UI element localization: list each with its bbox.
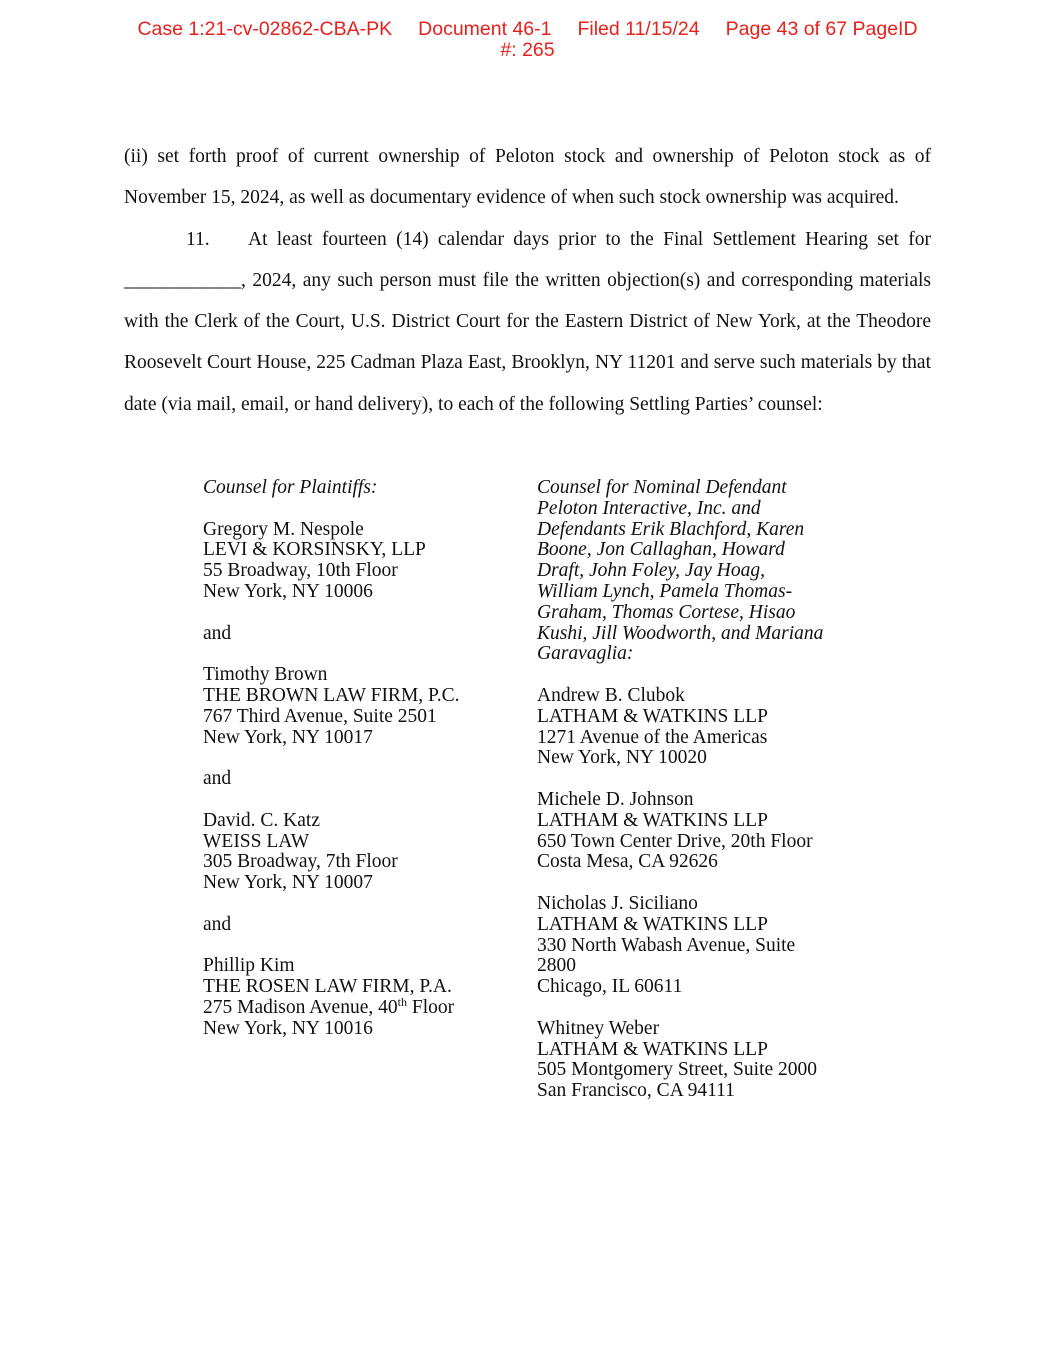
- counsel-block: [203, 811, 503, 894]
- plaintiffs-counsel-column: [203, 478, 503, 1040]
- ecf-header: [0, 19, 1055, 61]
- counsel-name: Andrew B. Clubok: [537, 684, 685, 706]
- counsel-city: Chicago, IL 60611: [537, 976, 683, 998]
- and-separator: and: [203, 768, 232, 790]
- defendants-counsel-column: [537, 478, 867, 1102]
- counsel-block: [537, 894, 867, 998]
- and-separator: and: [203, 913, 232, 935]
- counsel-address: 305 Broadway, 7th Floor: [203, 851, 398, 873]
- counsel-name: Phillip Kim: [203, 955, 295, 977]
- paragraph-11: [124, 219, 931, 425]
- counsel-address: 505 Montgomery Street, Suite 2000: [537, 1059, 818, 1081]
- plaintiffs-counsel-heading: Counsel for Plaintiffs:: [203, 477, 378, 498]
- counsel-address: 275 Madison Avenue, 40th Floor: [203, 994, 455, 1018]
- counsel-firm: WEISS LAW: [203, 830, 310, 852]
- case-number: Case 1:21-cv-02862-CBA-PK: [137, 18, 393, 40]
- counsel-firm: THE ROSEN LAW FIRM, P.A.: [203, 976, 452, 998]
- counsel-block: [537, 1019, 867, 1102]
- counsel-firm: THE BROWN LAW FIRM, P.C.: [203, 684, 460, 706]
- counsel-city: San Francisco, CA 94111: [537, 1080, 735, 1102]
- counsel-firm: LATHAM & WATKINS LLP: [537, 809, 768, 831]
- paragraph-number: 11.: [186, 228, 210, 250]
- counsel-city: New York, NY 10017: [203, 726, 373, 748]
- counsel-address: 767 Third Avenue, Suite 2501: [203, 705, 437, 727]
- counsel-block: [203, 665, 503, 748]
- counsel-address: 55 Broadway, 10th Floor: [203, 560, 398, 582]
- counsel-name: Timothy Brown: [203, 664, 328, 686]
- filed-date: Filed 11/15/24: [577, 18, 700, 40]
- counsel-name: David. C. Katz: [203, 809, 320, 831]
- body-text: [124, 136, 931, 425]
- counsel-name: Nicholas J. Siciliano: [537, 892, 698, 914]
- counsel-block: [203, 956, 503, 1039]
- counsel-city: New York, NY 10007: [203, 872, 373, 894]
- counsel-address: 330 North Wabash Avenue, Suite: [537, 934, 796, 956]
- counsel-firm: LATHAM & WATKINS LLP: [537, 1038, 768, 1060]
- document-number: Document 46-1: [418, 18, 552, 40]
- counsel-firm: LEVI & KORSINSKY, LLP: [203, 539, 426, 561]
- ecf-header-line-1: [0, 19, 1055, 40]
- and-separator: and: [203, 622, 232, 644]
- page-info: Page 43 of 67 PageID: [725, 18, 918, 40]
- counsel-name: Whitney Weber: [537, 1017, 660, 1039]
- counsel-city: Costa Mesa, CA 92626: [537, 851, 718, 873]
- counsel-city: New York, NY 10020: [537, 747, 707, 769]
- counsel-address: 650 Town Center Drive, 20th Floor: [537, 830, 813, 852]
- counsel-firm: LATHAM & WATKINS LLP: [537, 913, 768, 935]
- counsel-address: 1271 Avenue of the Americas: [537, 726, 768, 748]
- defendants-counsel-heading: Counsel for Nominal Defendant Peloton Interactive, Inc. and Defendants Erik Blachford, Karen Boone, Jon Callaghan, Howard Draft, John Foley, Jay Hoag, William Lynch, Pamela Thomas- Graham, Thomas Cortese, Hisao Kushi, Jill Woodworth, and Mariana Garavaglia:: [537, 477, 824, 665]
- counsel-block: [537, 686, 867, 769]
- paragraph-ii: (ii) set forth proof of current ownership of Peloton stock and ownership of Peloton stock as of November 15, 2024, as well as documentary evidence of when such stock ownership was acquired.: [124, 146, 931, 209]
- counsel-block: [203, 520, 503, 603]
- counsel-city: New York, NY 10006: [203, 580, 373, 602]
- counsel-firm: LATHAM & WATKINS LLP: [537, 705, 768, 727]
- counsel-address-line-2: 2800: [537, 955, 576, 977]
- counsel-city: New York, NY 10016: [203, 1017, 373, 1039]
- counsel-name: Gregory M. Nespole: [203, 518, 364, 540]
- counsel-block: [537, 790, 867, 873]
- counsel-name: Michele D. Johnson: [537, 788, 694, 810]
- paragraph-11-text: At least fourteen (14) calendar days prior to the Final Settlement Hearing set for ____________, 2024, any such person must file the written objection(s) and corresponding materials with the Clerk of the Court, U.S. District Court for the Eastern District of New York, at the Theodore Roosevelt Court House, 225 Cadman Plaza East, Brooklyn, NY 11201 and serve such materials by that date (via mail, email, or hand delivery), to each of the following Settling Parties’ counsel:: [124, 228, 931, 415]
- page-id: #: 265: [500, 39, 555, 61]
